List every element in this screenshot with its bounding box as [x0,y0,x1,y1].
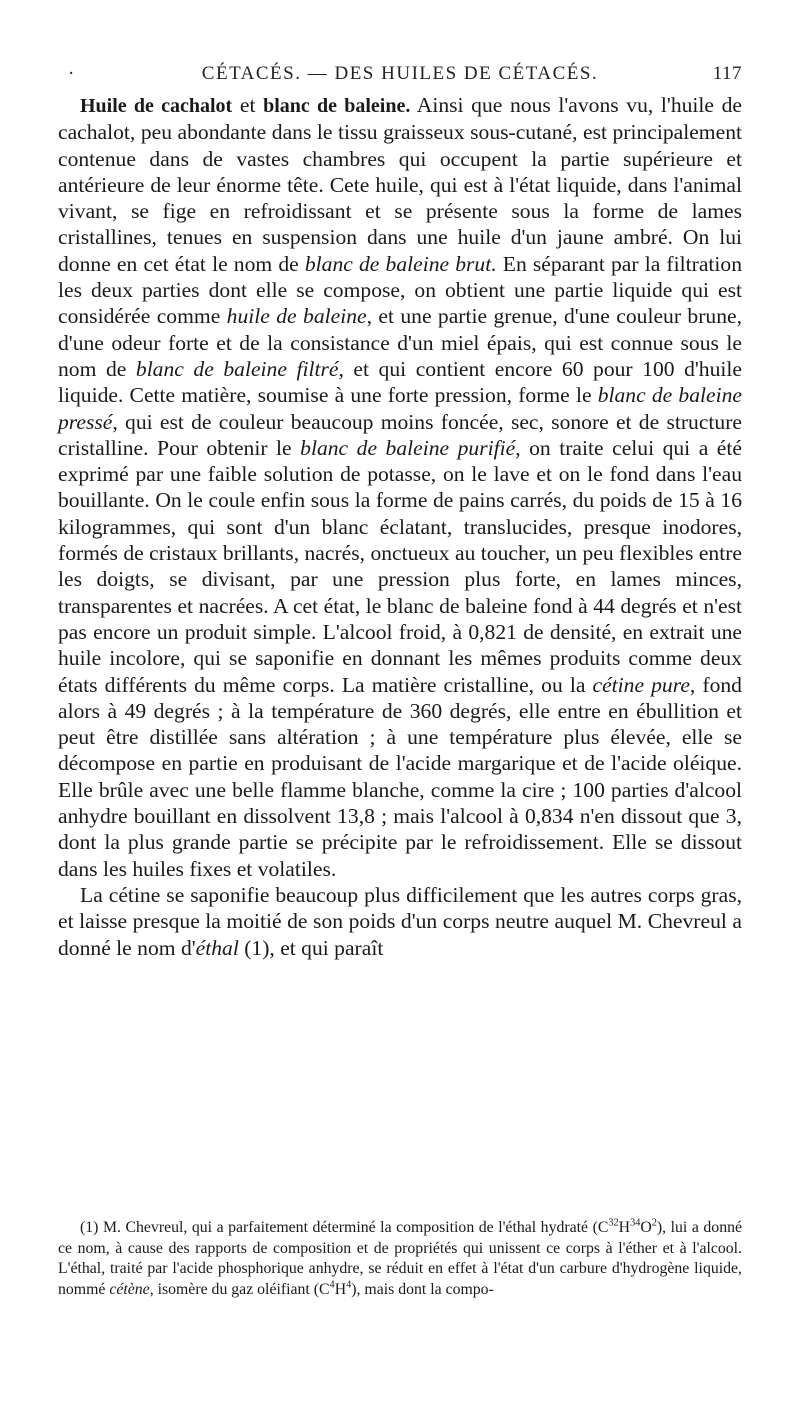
term-blanc-brut: blanc de baleine brut. [304,251,497,276]
footnote-1 [58,1218,742,1300]
text-span: (1), et qui paraît [238,935,384,960]
text-span: , et une partie grenue, d'une couleur brune, d'une odeur forte et de la consistance d'un miel épais, qui est connue sous le nom de [58,304,742,381]
formula-sup: 4 [346,1279,352,1291]
section-lead-cachalot: Huile de cachalot [80,95,233,117]
formula-sup: 32 [608,1217,619,1229]
text-span: H [334,1280,347,1298]
formula-sup: 2 [651,1217,657,1229]
paragraph-1 [58,92,742,882]
text-span: ), mais dont la compo- [351,1280,494,1298]
text-span: La cétine se saponifie beaucoup plus difficilement que les autres corps gras, et laisse presque la moitié de son poids d'un corps neutre auquel M. Chevreul a donné le nom d' [58,882,742,960]
text-span: (1) M. Chevreul, qui a parfaitement déterminé la composition de l'éthal hydraté (C [80,1219,609,1236]
running-title: CÉTACÉS. — DES HUILES DE CÉTACÉS. [201,63,599,84]
term-blanc-presse: blanc de baleine pressé [58,383,742,434]
term-cetine-pure: cétine pure [592,672,690,697]
term-huile-baleine: huile de baleine [226,304,367,329]
text-span: H [618,1219,631,1236]
formula-sup: 4 [329,1279,335,1291]
term-cetene: cétène [109,1280,150,1298]
text-span: , on traite celui qui a été exprimé par une faible solution de potasse, on le lave et on le fond dans l'eau bouillante. On le coule enfin sous la forme de pains carrés, du poids de 15 à 16 kilogrammes, qui sont d'un blanc éclatant, translucides, presque inodores, formés de cristaux brillants, nacrés, onctueux au toucher, un peu flexibles entre les doigts, se divisant, par une pression plus forte, en lames minces, transparentes et nacrées. A cet état, le blanc de baleine fond à 44 degrés et n'est pas encore un produit simple. L'alcool froid, à 0,821 de densité, en extrait une huile incolore, qui se saponifie en donnant les mêmes produits comme deux états différents du même corps. La matière cristalline, ou la [58,435,742,697]
lead-connector: et [232,93,264,117]
text-span: Ainsi que nous l'avons vu, l'huile de cachalot, peu abondante dans le tissu graisseux sous-cutané, est principalement contenue dans de vastes chambres qui occupent la partie supérieure et antérieure de leur énorme tête. Cete huile, qui est à l'état liquide, dans l'animal vivant, se fige en refroidissant et se présente sous la forme de lames cristallines, tenues en suspension dans une huile d'un jaune ambré. On lui donne en cet état le nom de [58,93,742,276]
text-span: , fond alors à 49 degrés ; à la température de 360 degrés, elle entre en ébullition et peut être distillée sans altération ; à une température plus élevée, elle se décompose en partie en produisant de l'acide margarique et de l'acide oléique. Elle brûle avec une belle flamme blanche, comme la cire ; 100 parties d'alcool anhydre bouillant en dissolvent 13,8 ; mais l'alcool à 0,834 n'en dissout que 3, dont la plus grande partie se précipite par le refroidissement. Elle se dissout dans les huiles fixes et volatiles. [58,672,742,881]
running-head [58,56,742,92]
term-ethal: éthal [195,935,239,960]
footnote-area [58,1218,742,1300]
term-blanc-filtre: blanc de baleine filtré [135,356,339,381]
text-span: En séparant par la filtration les deux parties dont elle se compose, on obtient une partie liquide qui est considérée comme [58,251,742,329]
section-lead-blanc: blanc de baleine. [263,95,411,117]
text-span: , isomère du gaz oléifiant (C [149,1280,330,1298]
text-span: O [640,1219,652,1236]
formula-sup: 34 [630,1217,641,1229]
term-blanc-purifie: blanc de baleine purifié [300,435,516,460]
page-number: 117 [712,63,742,84]
header-dot: · [68,63,76,84]
text-span: , qui est de couleur beaucoup moins foncée, sec, sonore et de structure cristalline. Pour obtenir le [58,409,742,460]
paragraph-2 [58,882,742,961]
text-span: ), lui a donné ce nom, à cause des rapports de composition et de propriétés qui unissent ce corps à l'éther et à l'alcool. L'éthal, traité par l'acide phosphorique anhydre, se réduit en effet à l'état d'un carbure d'hydrogène liquide, nommé [58,1219,742,1298]
body-text [58,92,742,961]
text-span: , et qui contient encore 60 pour 100 d'huile liquide. Cette matière, soumise à une forte pression, forme le [58,356,742,408]
